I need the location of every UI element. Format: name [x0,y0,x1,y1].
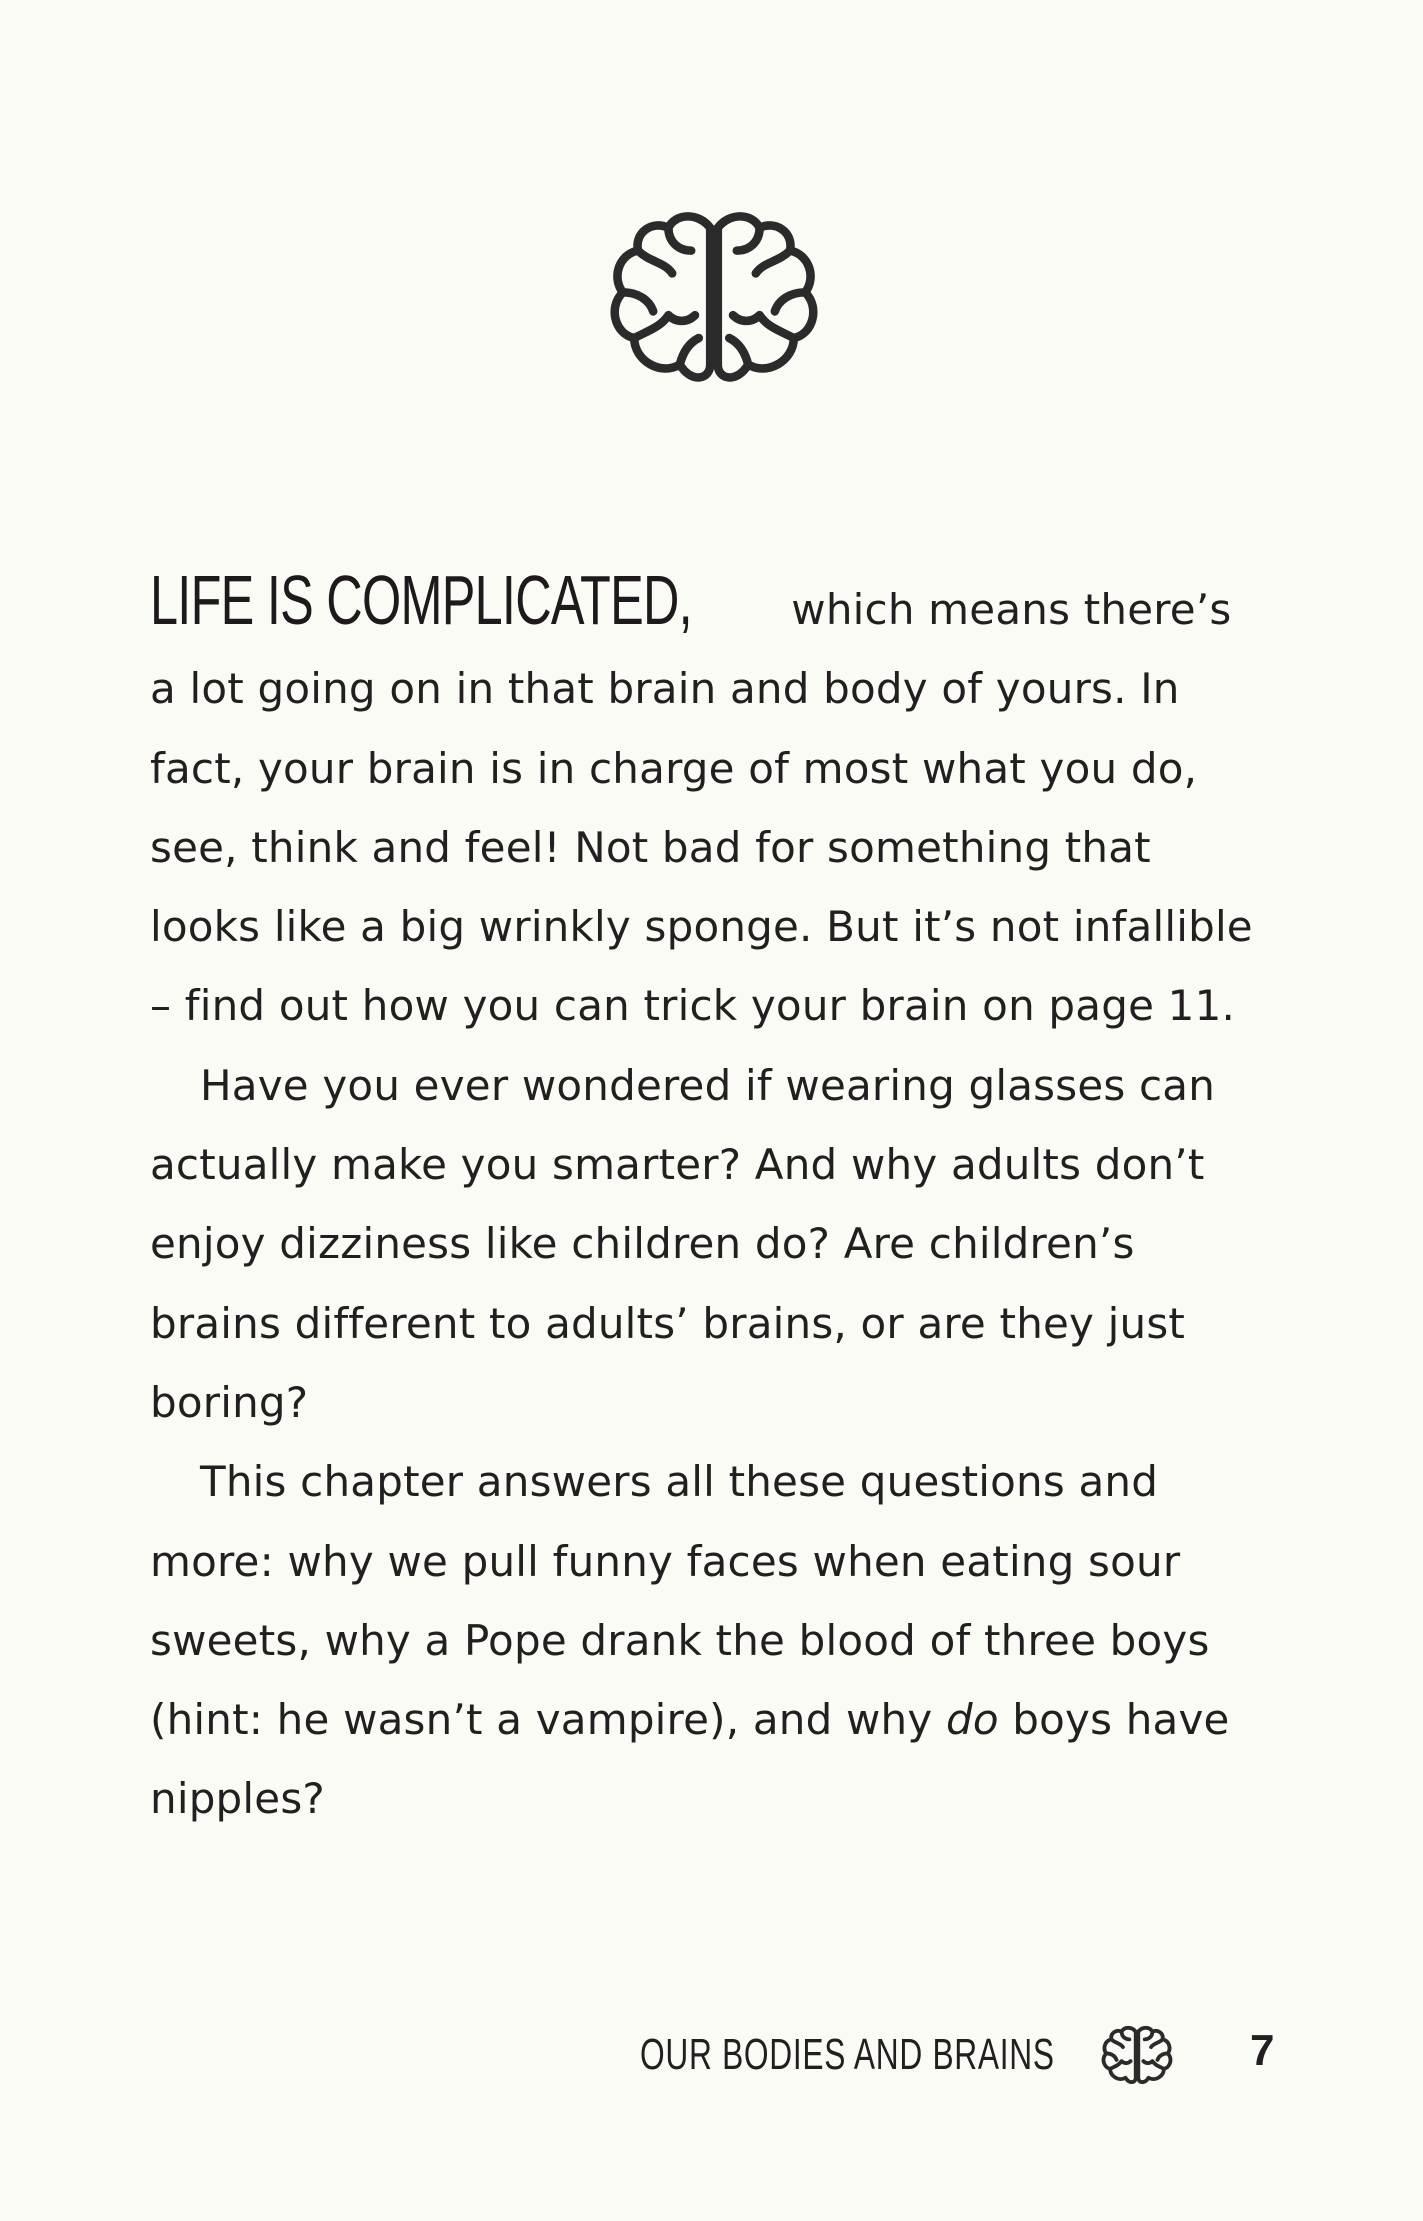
paragraph-1 [150,561,1270,1046]
paragraph-1-text: which means there’s a lot going on in that brain and body of yours. In fact, your brain is in charge of most what you do, see, think and feel! Not bad for something that looks like a big wrinkly sponge. But it’s not infallible – find out how you can trick your brain on page 11. [150,585,1253,1031]
paragraph-3 [150,1442,1270,1838]
page-footer [640,2020,1275,2090]
paragraph-3-text-a: This chapter answers all these questions and more: why we pull funny faces when eating sour sweets, why a Pope drank the blood of three boys (hint: he wasn’t a vampire), and why [150,1457,1210,1745]
body-text [150,561,1270,1839]
running-footer-title: OUR BODIES AND BRAINS [640,2030,1055,2079]
page-number: 7 [1250,2026,1275,2075]
lead-heading: LIFE IS COMPLICATED, [150,561,692,639]
brain-icon [1098,2024,1176,2088]
paragraph-3-text-b: boys have nipples? [150,1695,1230,1824]
paragraph-3-emphasis: do [945,1695,999,1745]
brain-icon [600,205,828,395]
paragraph-2: Have you ever wondered if wearing glasses can actually make you smarter? And why adults don’t enjoy dizziness like children do? Are children’s brains different to adults’ brains, or are they just boring? [150,1060,1216,1427]
